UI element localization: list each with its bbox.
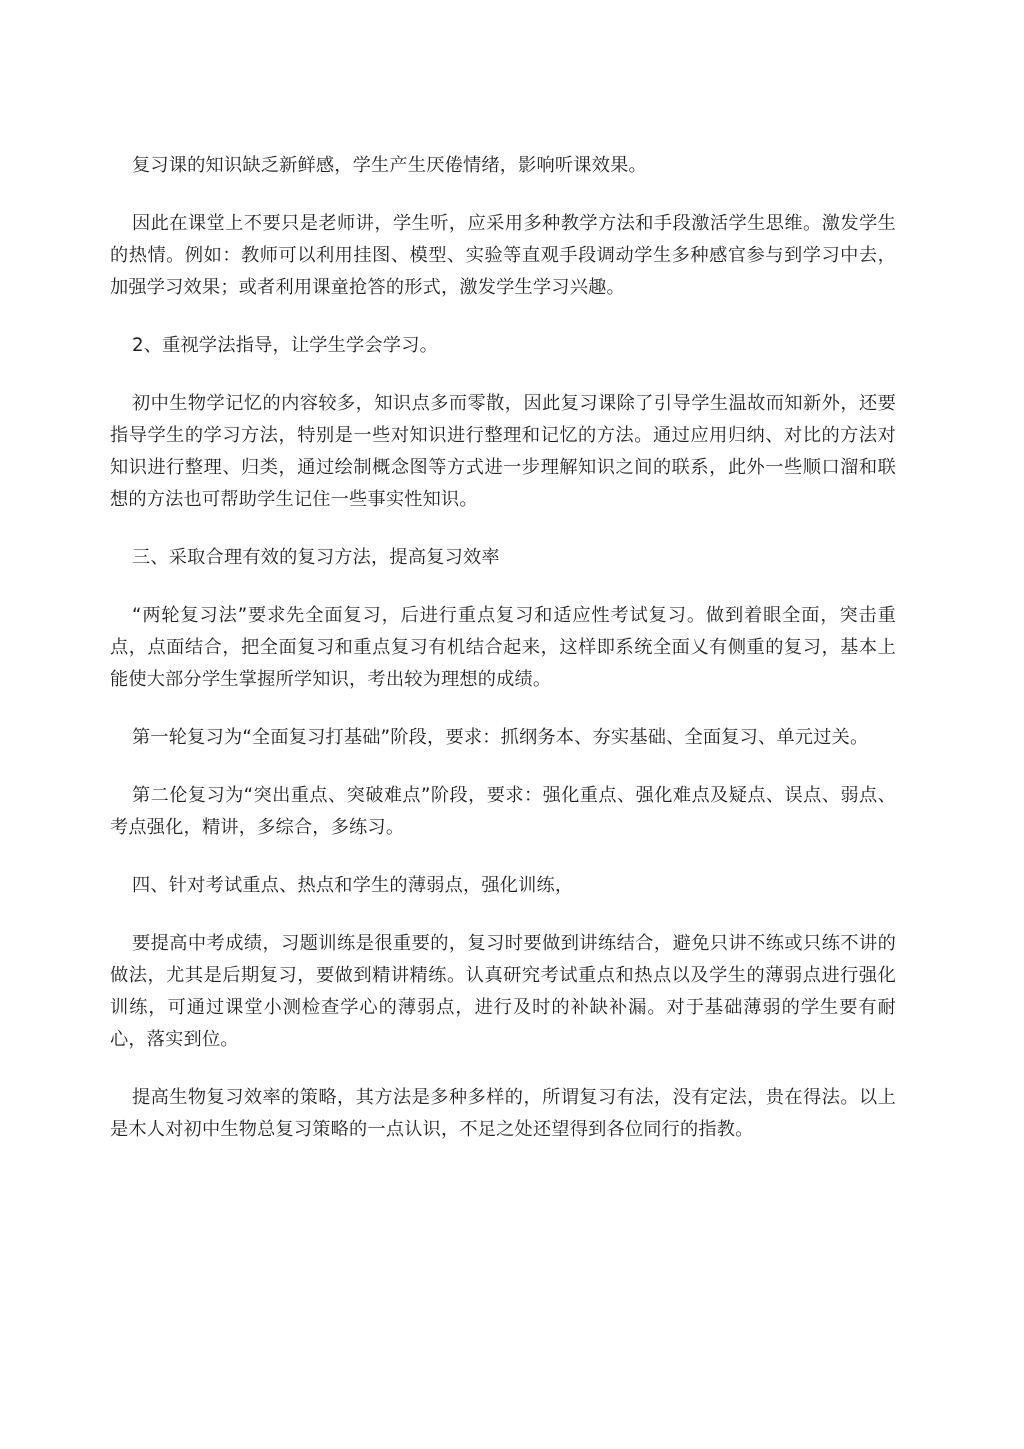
paragraph-first-round: 第一轮复习为“全面复习打基础”阶段，要求：抓纲务本、夯实基础、全面复习、单元过关。 [132,727,869,748]
paragraph-second-round: 第二伦复习为“突出重点、突破难点”阶段，要求：强化重点、强化难点及疑点、误点、弱点、考点强化，精讲，多综合，多练习。 [110,785,896,838]
paragraph-teaching-methods: 因此在课堂上不要只是老师讲，学生听，应采用多种教学方法和手段激活学生思维。激发学生的热情。例如：教师可以利用挂图、模型、实验等直观手段调动学生多种感官参与到学习中去，加强学习效果；或者利用课童抢答的形式，激发学生学习兴趣。 [110,213,896,298]
paragraph-memory-methods: 初中生物学记忆的内容较多，知识点多而零散，因此复习课除了引导学生温故而知新外，还要指导学生的学习方法，特别是一些对知识进行整理和记忆的方法。通过应用归纳、对比的方法对知识进行整理、归类，通过绘制概念图等方式进一步理解知识之间的联系，此外一些顺口溜和联想的方法也可帮助学生记住一些事实性知识。 [110,393,896,510]
paragraph-exercise-training: 要提高中考成绩，习题训练是很重要的，复习时要做到讲练结合，避免只讲不练或只练不讲的做法，尤其是后期复习，要做到精讲精练。认真研究考试重点和热点以及学生的薄弱点进行强化训练，可通过课堂小测检查学心的薄弱点，进行及时的补缺补漏。对于基础薄弱的学生要有耐心，落实到位。 [110,933,896,1050]
section-heading-study-methods: 2、重视学法指导，让学生学会学习。 [132,335,438,356]
paragraph-two-round-review: “两轮复习法”要求先全面复习，后进行重点复习和适应性考试复习。做到着眼全面，突击重点，点面结合，把全面复习和重点复习有机结合起来，这样即系统全面乂有侧重的复习，基本上能使大部分学生掌握所学知识，考出较为理想的成绩。 [110,605,896,690]
section-heading-targeted-training: 四、针对考试重点、热点和学生的薄弱点，强化训练， [132,875,574,896]
paragraph-conclusion: 提高生物复习效率的策略，其方法是多种多样的，所谓复习有法，没有定法，贵在得法。以上是木人对初中生物总复习策略的一点认识，不足之处还望得到各位同行的指教。 [110,1087,896,1140]
section-heading-effective-review: 三、采取合理有效的复习方法，提高复习效率 [132,547,500,568]
document-body [110,150,896,1172]
paragraph-review-lacks-freshness: 复习课的知识缺乏新鲜感，学生产生厌倦情绪，影响听课效果。 [132,155,647,176]
